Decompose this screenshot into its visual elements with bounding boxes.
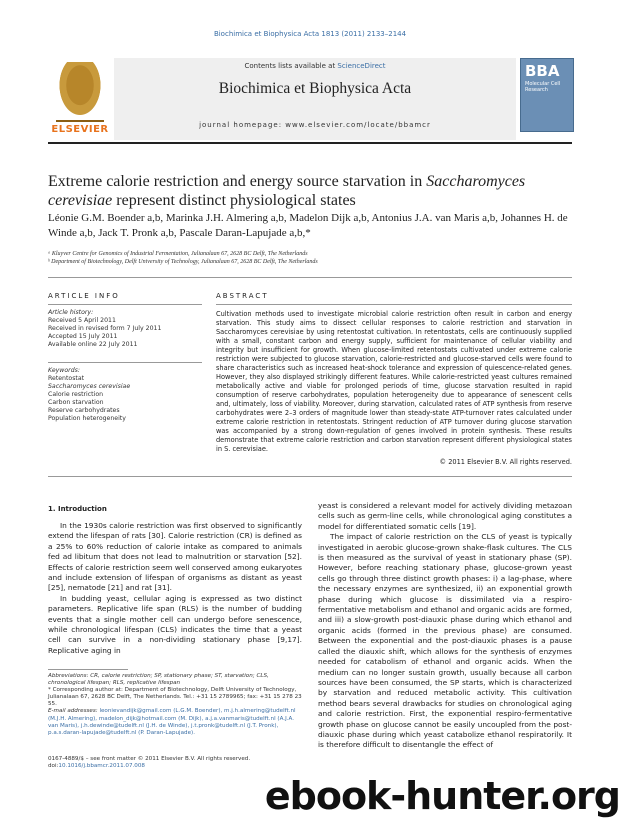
footnotes — [48, 673, 302, 737]
journal-citation[interactable]: Biochimica et Biophysica Acta 1813 (2011) 2133–2144 — [213, 30, 407, 38]
footnote-divider — [48, 669, 128, 670]
divider — [48, 362, 202, 363]
divider — [48, 476, 572, 477]
journal-cover-image — [520, 58, 574, 132]
history-item: Available online 22 July 2011 — [48, 341, 138, 348]
author-list: Léonie G.M. Boender a,b, Marinka J.H. Almering a,b, Madelon Dijk a,b, Antonius J.A. van Maris a,b, Johannes H. de Winde a,b, Jack T. Pronk a,b, Pascale Daran-Lapujade a,b,* — [48, 212, 568, 239]
tree-icon — [56, 62, 104, 122]
journal-header-box — [114, 58, 516, 140]
abstract-heading: ABSTRACT — [216, 292, 269, 300]
keywords-label: Keywords: — [48, 367, 80, 374]
copyright: © 2011 Elsevier B.V. All rights reserved. — [439, 458, 572, 466]
keyword: Carbon starvation — [48, 399, 104, 406]
journal-homepage[interactable]: journal homepage: www.elsevier.com/locate/bbamcr — [199, 121, 431, 129]
doi-link[interactable]: 10.1016/j.bbamcr.2011.07.008 — [58, 763, 145, 770]
issn-doi — [48, 756, 302, 771]
history-item: Received in revised form 7 July 2011 — [48, 325, 162, 332]
cover-subtitle: Molecular Cell Research — [525, 81, 561, 93]
email-label: E-mail addresses: — [48, 708, 98, 715]
contents-prefix: Contents lists available at — [244, 62, 338, 70]
keyword: Saccharomyces cerevisiae — [48, 383, 131, 390]
abbreviations: Abbreviations: CR, calorie restriction; SP, stationary phase; ST, starvation; CLS, chronological lifespan; RLS, replicative lifespan — [48, 673, 269, 687]
keyword: Population heterogeneity — [48, 415, 126, 422]
body-column-right — [318, 501, 572, 751]
body-column-left — [48, 521, 302, 656]
journal-title: Biochimica et Biophysica Acta — [218, 80, 412, 97]
paragraph: In budding yeast, cellular aging is expressed as two distinct parameters. Replicative life span (RLS) is the number of budding events that a single mother cell can undergo before senescence, while chronological lifespan (CLS) indicates the time that a yeast cell can survive in a non-dividing stationary phase [9,17]. Replicative aging in — [48, 593, 302, 655]
affiliation-b: ᵇ Department of Biotechnology, Delft University of Technology, Julianalaan 67, 2628 BC Delft, The Netherlands — [48, 259, 318, 265]
keyword: Retentostat — [48, 375, 85, 382]
watermark: ebook-hunter.org — [264, 774, 620, 818]
article-history — [48, 309, 202, 349]
cover-logo: BBA — [525, 62, 560, 80]
paragraph: In the 1930s calorie restriction was first observed to significantly extend the lifespan of rats [30]. Calorie restriction (CR) is defined as a 25% to 60% reduction of calorie intake as compared to animals fed ad libitum that does not lead to malnutrition or starvation [52]. Effects of calorie restriction seem well conserved among eukaryotes and include extension of lifespan of organisms as distant as yeast [25], nematode [21] and rat [31]. — [48, 521, 302, 593]
elsevier-logo — [48, 62, 112, 140]
abstract-body: Cultivation methods used to investigate microbial calorie restriction often result in carbon and energy starvation. This study aims to dissect cellular responses to calorie restriction and starvation in Saccharomyces cerevisiae by using retentostat cultivation. In retentostats, cells are continuously supplied with a small, constant carbon and energy supply, sufficient for maintenance of cellular viability and integrity but insufficient for growth. When glucose-limited retentostats cultivated under extreme calorie restriction were subjected to glucose starvation, calorie-restricted and glucose-starved cells were found to share characteristics such as increased heat-shock tolerance and expression of quiescence-related genes. However, they also displayed strikingly different features. While calorie-restricted yeast cultures remained metabolically active and viable for prolonged periods of time, glucose starvation resulted in rapid consumption of reserve carbohydrates, population heterogeneity due to appearance of senescent cells and, ultimately, loss of viability. Moreover, during starvation, calculated rates of ATP synthesis from reserve carbohydrates were 2–3 orders of magnitude lower than steady-state ATP-turnover rates calculated under extreme calorie restriction in retentostats. Stringent reduction of ATP turnover during glucose starvation was accompanied by a strong down-regulation of genes involved in protein synthesis. These results demonstrate that extreme calorie restriction and carbon starvation represent different physiological states in S. cerevisiae. — [216, 310, 572, 453]
divider — [216, 304, 572, 305]
title-species: Saccharomyces cerevisiae — [48, 173, 526, 209]
title-part: represent distinct physiological states — [112, 192, 356, 209]
corresponding-author: * Corresponding author at: Department of Biotechnology, Delft University of Technology, Julianalaan 67, 2628 BC Delft, The Netherlands. Tel.: +31 15 2789965; fax: +31 15 278 23 55. — [48, 687, 302, 708]
title-part: Extreme calorie restriction and energy source starvation in — [48, 173, 427, 190]
section-heading-introduction: 1. Introduction — [48, 505, 107, 513]
keyword: Calorie restriction — [48, 391, 104, 398]
publisher-name: ELSEVIER — [51, 124, 109, 135]
divider — [48, 304, 202, 305]
paragraph: The impact of calorie restriction on the CLS of yeast is typically investigated in aerobic glucose-grown shake-flask cultures. The CLS is then measured as the survival of yeast in stationary phase (SP). However, before reaching stationary phase, glucose-grown yeast cells go through three distinct growth phases: i) a lag-phase, where the necessary enzymes are synthesized, ii) an exponential growth phase during which glucose is dissimilated via a respiro-fermentative metabolism and ethanol and organic acids are formed, and iii) a slow-growth post-diauxic phase during which ethanol and organic acids (formed in the previous phase) are consumed. Between the exponential and the post-diauxic phases is a pause called the diauxic shift, which allows for the synthesis of enzymes needed for catabolism of ethanol and organic acids. When the medium can no longer sustain growth, usually because all carbon sources have been consumed, the SP starts, which is characterized by starvation and reduced metabolic activity. This cultivation method bears several drawbacks for studies on chronological aging and calorie restriction. First, the exponential respiro-fermentative growth phase on glucose cannot be easily uncoupled from the post-diauxic phase during which yeast catabolize ethanol respiratorily. It is therefore difficult to disentangle the effect of — [318, 532, 572, 750]
keyword: Reserve carbohydrates — [48, 407, 120, 414]
article-title — [48, 172, 572, 210]
sciencedirect-link[interactable]: ScienceDirect — [337, 62, 386, 70]
affiliation-a: ᵃ Kluyver Centre for Genomics of Industrial Fermentation, Julianalaan 67, 2628 BC Delft, The Netherlands — [48, 251, 308, 257]
history-label: Article history: — [48, 309, 94, 316]
doi-prefix: doi: — [48, 763, 59, 770]
email-addresses[interactable]: leonievandijk@gmail.com (L.G.M. Boender), m.j.h.almering@tudelft.nl (M.J.H. Almering), madelon_dijk@hotmail.com (M. Dijk), a.j.a.vanmaris@tudelft.nl (A.J.A. van Maris), j.h.dewinde@tudelft.nl (J.H. de Winde), j.t.pronk@tudelft.nl (J.T. Pronk), p.a.s.daran-lapujade@tudelft.nl (P. Daran-Lapujade). — [48, 708, 296, 736]
contents-line — [114, 62, 516, 70]
divider — [48, 277, 572, 278]
history-item: Accepted 15 July 2011 — [48, 333, 118, 340]
header-divider — [48, 142, 572, 144]
paragraph: yeast is considered a relevant model for actively dividing metazoan cells such as germ-line cells, while chronological aging constitutes a model for differentiated somatic cells [19]. — [318, 501, 572, 531]
issn-line: 0167-4889/$ – see front matter © 2011 Elsevier B.V. All rights reserved. — [48, 756, 251, 762]
history-item: Received 5 April 2011 — [48, 317, 116, 324]
keywords — [48, 367, 202, 423]
article-info-heading: ARTICLE INFO — [48, 292, 120, 300]
journal-masthead — [48, 58, 572, 140]
